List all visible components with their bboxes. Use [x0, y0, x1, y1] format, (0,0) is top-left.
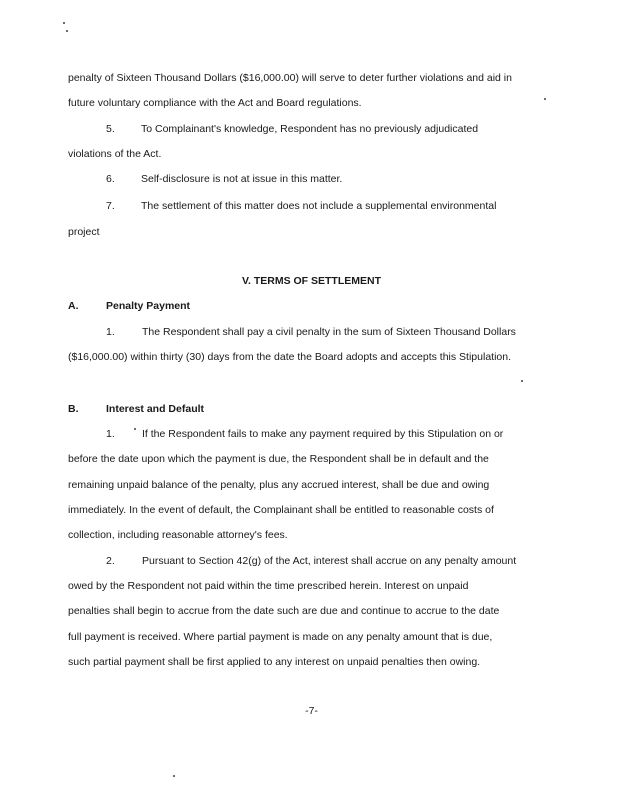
- paragraph-line: penalties shall begin to accrue from the date such are due and continue to accrue to the date: [68, 605, 500, 617]
- subsection-letter: A.: [68, 300, 79, 312]
- scan-speck: [134, 428, 136, 430]
- paragraph-line: If the Respondent fails to make any payment required by this Stipulation on or: [142, 428, 504, 440]
- paragraph-line: immediately. In the event of default, the Complainant shall be entitled to reasonable costs of: [68, 504, 494, 516]
- paragraph-line: penalty of Sixteen Thousand Dollars ($16,000.00) will serve to deter further violations and aid in: [68, 72, 512, 84]
- item-number: 7.: [106, 200, 115, 212]
- item-text: The settlement of this matter does not include a supplemental environmental: [141, 200, 497, 212]
- item-text: project: [68, 226, 100, 238]
- item-number: 6.: [106, 173, 115, 185]
- section-heading: V. TERMS OF SETTLEMENT: [241, 275, 382, 287]
- paragraph-line: owed by the Respondent not paid within the time prescribed herein. Interest on unpaid: [68, 580, 469, 592]
- item-number: 1.: [106, 326, 115, 338]
- paragraph-line: future voluntary compliance with the Act and Board regulations.: [68, 97, 362, 109]
- subsection-title: Interest and Default: [106, 403, 205, 415]
- paragraph-line: remaining unpaid balance of the penalty, plus any accrued interest, shall be due and owing: [68, 479, 490, 491]
- scan-speck: [66, 30, 68, 32]
- item-text: Self-disclosure is not at issue in this matter.: [141, 173, 343, 185]
- paragraph-line: The Respondent shall pay a civil penalty in the sum of Sixteen Thousand Dollars: [142, 326, 516, 338]
- scan-speck: [544, 98, 546, 100]
- scan-speck: [173, 775, 175, 777]
- paragraph-line: full payment is received. Where partial payment is made on any penalty amount that is due,: [68, 631, 493, 643]
- subsection-letter: B.: [68, 403, 79, 415]
- paragraph-line: such partial payment shall be first applied to any interest on unpaid penalties then owing.: [68, 656, 481, 668]
- subsection-title: Penalty Payment: [106, 300, 191, 312]
- item-number: 1.: [106, 428, 115, 440]
- item-text: violations of the Act.: [68, 148, 162, 160]
- item-number: 2.: [106, 555, 115, 567]
- item-text: To Complainant's knowledge, Respondent has no previously adjudicated: [141, 123, 479, 135]
- scan-speck: [63, 22, 65, 24]
- paragraph-line: collection, including reasonable attorney's fees.: [68, 529, 288, 541]
- paragraph-line: before the date upon which the payment is due, the Respondent shall be in default and the: [68, 453, 489, 465]
- paragraph-line: Pursuant to Section 42(g) of the Act, interest shall accrue on any penalty amount: [142, 555, 517, 567]
- paragraph-line: ($16,000.00) within thirty (30) days from the date the Board adopts and accepts this Stipulation.: [68, 351, 512, 363]
- item-number: 5.: [106, 123, 115, 135]
- page-number: -7-: [305, 705, 318, 717]
- scan-speck: [521, 380, 523, 382]
